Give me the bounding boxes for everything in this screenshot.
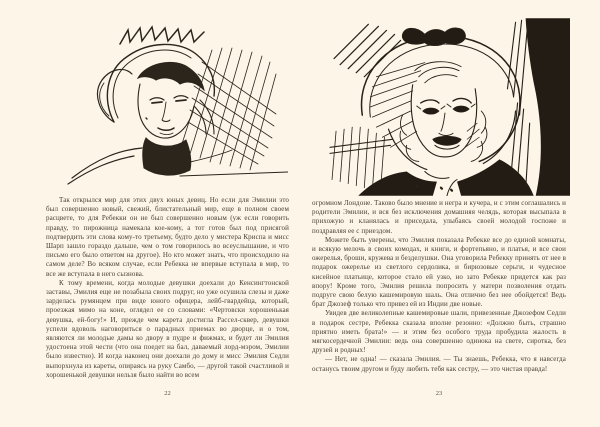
paragraph: Так открылся мир для этих двух юных девиц. Но если для Эмилии это был совершенно новый, свежий, блистательный мир, еще в полном своем расцвете, то для Ребекки он не был совершенно новым (уж если говорить правду, то пирожница намекала кое-кому, а тот готов был под присягой подтвердить эти слова кому-то третьему, будто дело у мистера Криспа и мисс Шарп зашло гораздо дальше, чем о том говорилось во всеуслышание, и что письмо его было ответом на другое). Но кто может знать, что происходило на самом деле? Во всяком случае, если Ребекка не впервые вступала в мир, то все же вступала в него сызнова. xyxy=(46,196,289,278)
left-page-number: 22 xyxy=(164,390,171,397)
sketch-strokes xyxy=(68,27,288,184)
paragraph: К тому времени, когда молодые девушки доехали до Кенсингтонской заставы, Эмилия еще не позабыла своих подруг, но уже осушила слезы и даже зарделась румянцем при виде юного офицера, лейб-гвардейца, который, проезжая мимо на коне, оглядел ее со словами: «Чертовски хорошенькая девушка, ей-богу!» И, прежде чем карета достигла Рассел-сквер, девушки успели вдоволь наговориться о парадных приемах во дворце, и о том, являются ли молодые дамы ко двору в пудре и фижмах, и будет ли Эмилия удостоена этой чести (что она поедет на бал, даваемый лорд-мэром, Эмилии было известно). И когда наконец они доехали до дому и мисс Эмилия Седли выпорхнула из кареты, опираясь на руку Самбо, — другой такой счастливой и хорошенькой девушки нельзя было найти во всем xyxy=(46,278,289,379)
woman-in-large-bonnet-sketch xyxy=(328,18,570,196)
woman-in-bonnet-sketch xyxy=(62,22,288,190)
paragraph-continuation: огромном Лондоне. Таково было мнение и негра и кучера, и с этим соглашались и родители Эмилии, и вся без исключения домашняя челядь, которая высыпала в прихожую и кланялась и приседала, улыбаясь своей молодой госпоже и поздравляя ее с приездом. xyxy=(312,199,566,235)
paragraph: Можете быть уверены, что Эмилия показала Ребекке все до единой комнаты, и всякую мелочь в своих комодах, и книги, и фортепьяно, и платья, и все свои ожерелья, броши, кружева и безделушки. Она уговорила Ребекку принять от нее в подарок ожерелье из светлого сердолика, и бирюзовые серьги, и чудесное кисейное платьице, которое стало ей узко, но зато Ребекке придется как раз впору! Кроме того, Эмилия решила попросить у матери позволения отдать подруге свою белую кашемировую шаль. Она отлично без нее обойдется! Ведь брат Джозеф только что привез ей из Индии две новые. xyxy=(312,235,566,309)
right-page xyxy=(300,0,600,427)
right-page-text xyxy=(312,199,566,374)
right-page-number: 23 xyxy=(435,390,443,397)
paragraph-dialogue: — Нет, не одна! — сказала Эмилия. — Ты знаешь, Ребекка, что я навсегда останусь твоим другом и буду любить тебя как сестру, — это чистая правда! xyxy=(312,355,566,373)
paragraph: Увидев две великолепные кашемировые шали, привезенные Джозефом Седли в подарок сестре, Ребекка сказала вполне резонно: «Должно быть, страшно приятно иметь брата!» — и этим без особого труда пробудила жалость в мягкосердечной Эмилии: ведь она совершенно одинока на свете, сиротка, без друзей и родных! xyxy=(312,309,566,355)
left-page-text xyxy=(46,196,289,380)
sketch-strokes xyxy=(330,18,570,195)
right-illustration xyxy=(328,18,570,196)
left-illustration xyxy=(62,22,288,190)
